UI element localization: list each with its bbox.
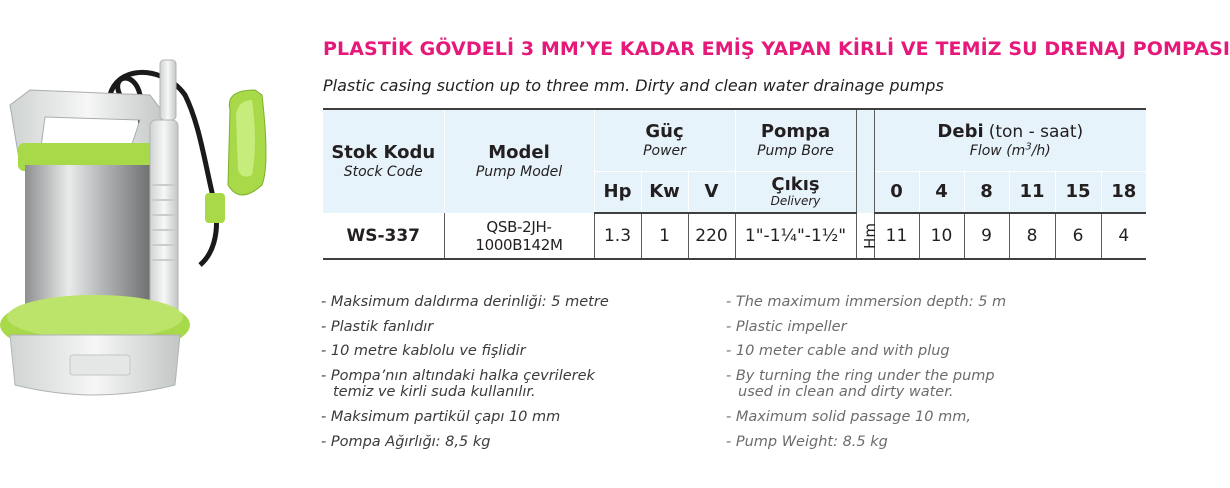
power-header: Güç Power <box>594 109 735 171</box>
cell-flow-4: 10 <box>919 213 964 259</box>
cell-flow-18: 4 <box>1101 213 1146 259</box>
pump-bore-header: Pompa Pump Bore <box>735 109 856 171</box>
list-item: - Pompa Ağırlığı: 8,5 kg <box>321 433 491 450</box>
list-item: - 10 metre kablolu ve fişlidir <box>321 343 526 359</box>
cell-flow-8: 9 <box>964 213 1009 259</box>
list-item: - Maksimum partikül çapı 10 mm <box>321 409 561 425</box>
unit-v: V <box>688 171 735 213</box>
table-row <box>323 213 1146 259</box>
list-item: - Pump Weight: 8.5 kg <box>726 433 888 450</box>
cell-flow-11: 8 <box>1009 213 1055 259</box>
list-item: - Maksimum daldırma derinliği: 5 metre <box>321 294 609 310</box>
spec-table <box>323 108 1146 260</box>
cell-model: QSB-2JH-1000B142M <box>444 213 594 259</box>
flow-col-4: 4 <box>919 171 964 213</box>
model-header: Model Pump Model <box>444 109 594 213</box>
cell-flow-0: 11 <box>874 213 919 259</box>
cell-stock-code: WS-337 <box>323 213 444 259</box>
list-item: - Plastik fanlıdır <box>321 318 434 335</box>
flow-col-0: 0 <box>874 171 919 213</box>
list-item: - By turning the ring under the pump <box>726 367 995 384</box>
list-item: - Plastic impeller <box>726 318 847 335</box>
list-item: temiz ve kirli suda kullanılır. <box>333 384 536 400</box>
features-list-tr <box>321 290 609 454</box>
cell-v: 220 <box>688 213 735 259</box>
flow-col-18: 18 <box>1101 171 1146 213</box>
hm-label: Hm <box>860 222 879 249</box>
page-title: PLASTİK GÖVDELİ 3 MM’YE KADAR EMİŞ YAPAN KİRLİ VE TEMİZ SU DRENAJ POMPASI <box>323 38 1230 60</box>
stock-code-header: Stok Kodu Stock Code <box>323 109 444 213</box>
cell-kw: 1 <box>641 213 688 259</box>
pump-product-image <box>0 55 270 415</box>
unit-hp: Hp <box>594 171 641 213</box>
unit-kw: Kw <box>641 171 688 213</box>
list-item: - Pompa’nın altındaki halka çevrilerek <box>321 367 595 384</box>
cell-bore: 1"-1¼"-1½" <box>735 213 856 259</box>
flow-col-11: 11 <box>1009 171 1055 213</box>
cell-hp: 1.3 <box>594 213 641 259</box>
list-item: - The maximum immersion depth: 5 m <box>726 294 1007 310</box>
features-list-en <box>726 290 1006 454</box>
flow-col-8: 8 <box>964 171 1009 213</box>
list-item: - 10 meter cable and with plug <box>726 343 950 359</box>
cell-flow-15: 6 <box>1055 213 1101 259</box>
list-item: used in clean and dirty water. <box>738 384 954 400</box>
cell-hm <box>856 213 879 259</box>
page-subtitle: Plastic casing suction up to three mm. Dirty and clean water drainage pumps <box>323 76 944 95</box>
outlet-header: Çıkış Delivery <box>735 171 856 213</box>
flow-header: Debi (ton - saat) Flow $(m^3/h)$ <box>874 109 1146 171</box>
hm-header-spacer <box>856 109 874 213</box>
list-item: - Maximum solid passage 10 mm, <box>726 409 971 425</box>
flow-col-15: 15 <box>1055 171 1101 213</box>
